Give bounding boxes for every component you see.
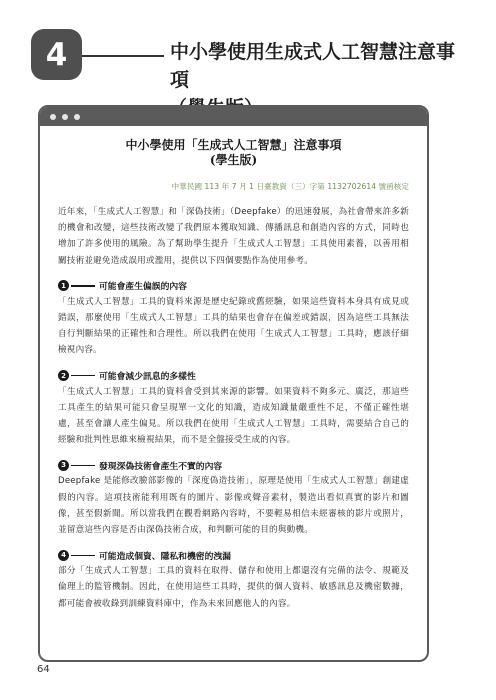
intro-paragraph: 近年來，「生成式人工智慧」和「深偽技術」（Deepfake）的迅速發展，為社會帶來許多新的機會和改變，這些技術改變了我們原本獲取知識、傳播訊息和創造內容的方式，同時也增加了許多使用的風險。為了幫助學生提升「生成式人工智慧」工具使用素養，以善用相關技術並避免造成誤用或濫用，提供以下四個要點作為使用參考。 — [58, 207, 409, 266]
section-heading-1 — [58, 278, 409, 294]
section-body-2: 「生成式人工智慧」工具的資料會受到其來源的影響。如果資料不夠多元、廣泛，那這些工具產生的結果可能只會呈現單一文化的知識，造成知識量嚴重性不足，不僅正確性堪慮，甚至會讓人產生偏見。所以我們在使用「生成式人工智慧」工具時，需要結合自己的經驗和批判性思維來檢視結果，而不是全盤接受生成的內容。 — [58, 386, 409, 446]
document-title-line1: 中小學使用「生成式人工智慧」注意事項 — [125, 138, 342, 152]
section-body-3: Deepfake 是能修改臉部影像的「深度偽造技術」，原理是使用「生成式人工智慧」創建虛假的內容。這項技術能利用既有的圖片、影像或聲音素材，製造出看似真實的影片和圖像，甚至假新聞。所以當我們在觀看網路內容時，不要輕易相信未經審核的影片或照片，並留意這些內容是否由深偽技術合成，和判斷可能的目的與動機。 — [58, 476, 409, 536]
chapter-title-line1: 中小學使用生成式人工智慧注意事項 — [170, 41, 456, 91]
section-title: 發現深偽技術會產生不實的內容 — [99, 461, 223, 472]
document-title-line2: (學生版) — [209, 153, 258, 167]
chapter-number-badge: 4 — [31, 29, 82, 80]
document-content — [40, 126, 427, 612]
section-body-4: 部分「生成式人工智慧」工具的資料在取得、儲存和使用上都還沒有完備的法令、規範及倫理上的監管機制。因此，在使用這些工具時，提供的個人資料、敏感訊息及機密數據，都可能會被收錄到訓練資料庫中，作為未來回應他人的內容。 — [58, 566, 409, 609]
section-title: 可能造成個資、隱私和機密的洩漏 — [99, 551, 231, 562]
section-rule — [71, 285, 95, 287]
section-number-badge: 2 — [58, 370, 69, 381]
section-body-1: 「生成式人工智慧」工具的資料來源是歷史紀錄或舊經驗，如果這些資料本身具有成見或錯誤，那麼使用「生成式人工智慧」工具的結果也會存在偏差或錯誤，因為這些工具無法自行判斷結果的正確性和合理性。所以我們在使用「生成式人工智慧」工具時，應該仔細檢視內容。 — [58, 296, 409, 356]
section-heading-3 — [58, 457, 409, 473]
document-window — [38, 105, 429, 662]
section-heading-4 — [58, 547, 409, 563]
window-dot-icon — [62, 114, 68, 120]
section-heading-2 — [58, 368, 409, 384]
section-number-badge: 3 — [58, 460, 69, 471]
document-approval-note: 中華民國 113 年 7 月 1 日臺教資（三）字第 1132702614 號函核定 — [171, 182, 409, 191]
document-title — [58, 138, 409, 168]
window-dot-icon — [50, 114, 56, 120]
section-title: 可能會減少訊息的多樣性 — [99, 372, 196, 383]
section-number-badge: 1 — [58, 280, 69, 291]
section-rule — [71, 375, 95, 377]
window-title-bar — [40, 107, 427, 126]
section-number-badge: 4 — [58, 550, 69, 561]
section-rule — [71, 465, 95, 467]
page-number: 64 — [37, 664, 50, 675]
section-title: 可能會產生偏誤的內容 — [99, 282, 187, 293]
window-dot-icon — [74, 114, 80, 120]
chapter-title-rule — [82, 55, 164, 57]
section-rule — [71, 555, 95, 557]
